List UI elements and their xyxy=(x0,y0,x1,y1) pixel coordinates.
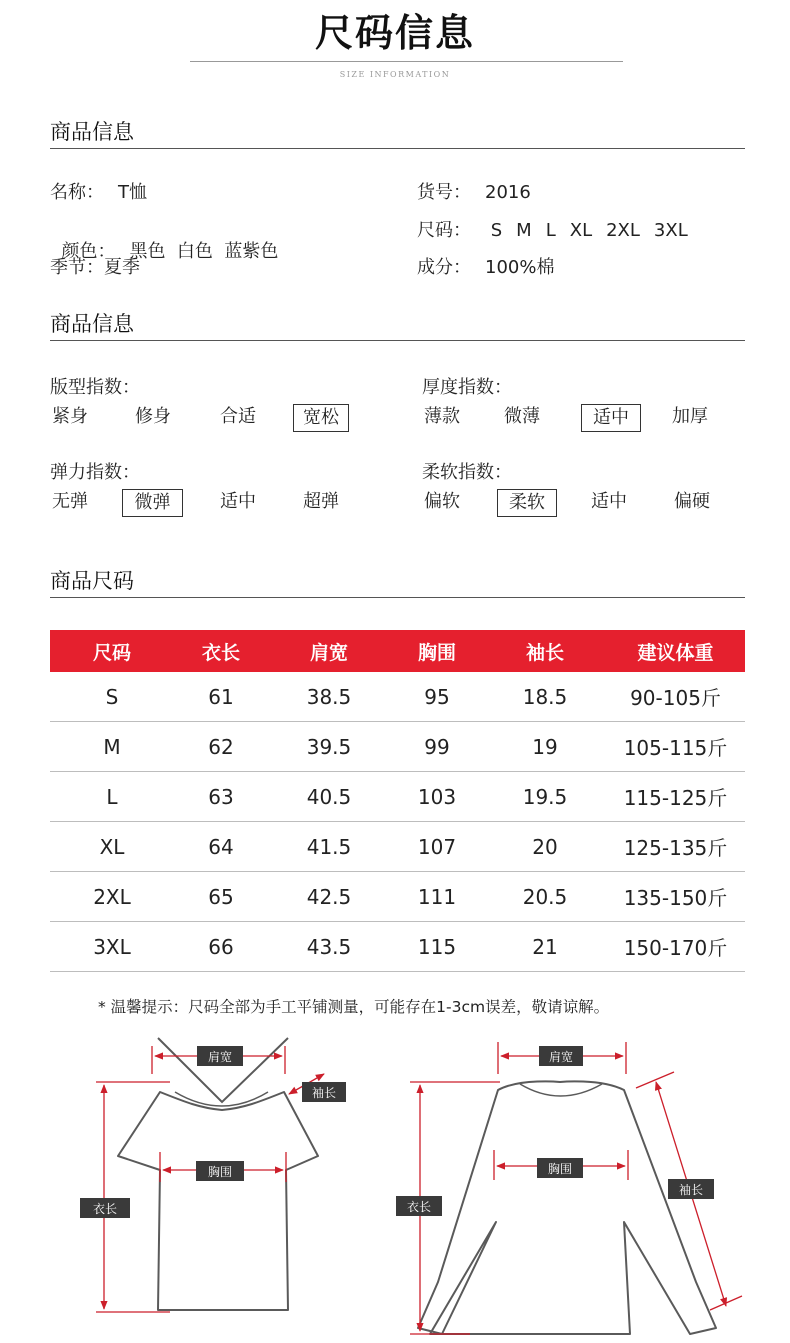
color-label: 颜色： xyxy=(61,241,116,262)
season-value: 夏季 xyxy=(104,257,140,278)
longsleeve-outline xyxy=(418,1081,716,1334)
table-cell: 107 xyxy=(390,822,484,872)
elasticity-option: 超弹 xyxy=(303,491,339,512)
table-row xyxy=(50,872,745,922)
size-value: L xyxy=(545,220,556,241)
measurement-diagram xyxy=(0,1030,790,1343)
size-value: 2XL xyxy=(606,220,640,241)
elasticity-index-title: 弹力指数： xyxy=(50,462,140,483)
column-header: 建议体重 xyxy=(606,630,745,672)
tshirt-outline xyxy=(118,1092,318,1310)
size-value: S xyxy=(490,220,503,241)
table-cell: XL xyxy=(50,822,174,872)
chest-tag xyxy=(537,1158,583,1178)
table-cell: 2XL xyxy=(50,872,174,922)
table-cell: 111 xyxy=(390,872,484,922)
table-row xyxy=(50,672,745,722)
thickness-option: 薄款 xyxy=(424,406,460,427)
table-cell: 19 xyxy=(484,722,606,772)
item-no-label: 货号： xyxy=(417,182,471,203)
column-header: 袖长 xyxy=(484,630,606,672)
thickness-index-title: 厚度指数： xyxy=(422,377,512,398)
table-cell: M xyxy=(50,722,174,772)
table-cell: S xyxy=(50,672,174,722)
table-cell: 125-135斤 xyxy=(606,822,745,872)
table-cell: 115-125斤 xyxy=(606,772,745,822)
size-value: M xyxy=(516,220,532,241)
chest-label: 胸围 xyxy=(547,1162,573,1176)
table-cell: 43.5 xyxy=(268,922,390,972)
softness-index-title: 柔软指数： xyxy=(422,462,512,483)
table-cell: 42.5 xyxy=(268,872,390,922)
table-cell: 20.5 xyxy=(484,872,606,922)
sleeve-length-tag xyxy=(302,1082,346,1102)
table-cell: 3XL xyxy=(50,922,174,972)
size-label: 尺码： xyxy=(417,220,471,241)
measurement-note: * 温馨提示：尺码全部为手工平铺测量，可能存在1-3cm误差，敬请谅解。 xyxy=(98,998,610,1016)
table-cell: 135-150斤 xyxy=(606,872,745,922)
sleeve-length-label: 袖长 xyxy=(678,1183,704,1197)
section-divider xyxy=(50,340,745,341)
table-row xyxy=(50,922,745,972)
table-cell: 20 xyxy=(484,822,606,872)
shoulder-width-tag xyxy=(539,1046,583,1066)
table-cell: 39.5 xyxy=(268,722,390,772)
fit-option: 紧身 xyxy=(52,406,88,427)
title-divider xyxy=(190,61,623,62)
chest-label: 胸围 xyxy=(207,1165,233,1179)
table-cell: L xyxy=(50,772,174,822)
column-header: 肩宽 xyxy=(268,630,390,672)
season-row xyxy=(50,253,140,279)
table-row xyxy=(50,772,745,822)
fit-option-selected: 宽松 xyxy=(293,404,349,432)
elasticity-option-selected: 微弹 xyxy=(122,489,183,517)
softness-option: 偏硬 xyxy=(674,491,710,512)
table-cell: 19.5 xyxy=(484,772,606,822)
size-row xyxy=(417,216,702,242)
shoulder-width-label: 肩宽 xyxy=(207,1050,233,1064)
table-cell: 18.5 xyxy=(484,672,606,722)
body-length-tag xyxy=(80,1198,130,1218)
season-label: 季节： xyxy=(50,257,104,278)
table-cell: 103 xyxy=(390,772,484,822)
table-cell: 40.5 xyxy=(268,772,390,822)
table-cell: 21 xyxy=(484,922,606,972)
material-label: 成分： xyxy=(417,257,471,278)
thickness-option: 加厚 xyxy=(672,406,708,427)
table-cell: 115 xyxy=(390,922,484,972)
table-cell: 150-170斤 xyxy=(606,922,745,972)
table-cell: 65 xyxy=(174,872,268,922)
material-row xyxy=(417,253,554,279)
table-header-row xyxy=(50,630,745,672)
chest-tag xyxy=(196,1161,244,1181)
table-cell: 38.5 xyxy=(268,672,390,722)
item-no-row xyxy=(417,178,531,204)
name-row xyxy=(50,178,147,204)
body-length-tag xyxy=(396,1196,442,1216)
size-table xyxy=(50,630,745,972)
section-divider xyxy=(50,148,745,149)
softness-option: 适中 xyxy=(591,491,627,512)
section-divider xyxy=(50,597,745,598)
fit-option: 合适 xyxy=(220,406,256,427)
table-row xyxy=(50,722,745,772)
softness-option: 偏软 xyxy=(424,491,460,512)
shoulder-width-tag xyxy=(197,1046,243,1066)
softness-option-selected: 柔软 xyxy=(497,489,557,517)
table-cell: 62 xyxy=(174,722,268,772)
fit-option: 修身 xyxy=(135,406,171,427)
column-header: 衣长 xyxy=(174,630,268,672)
elasticity-option: 适中 xyxy=(220,491,256,512)
table-cell: 90-105斤 xyxy=(606,672,745,722)
thickness-option-selected: 适中 xyxy=(581,404,641,432)
table-cell: 95 xyxy=(390,672,484,722)
sleeve-length-tag xyxy=(668,1179,714,1199)
thickness-option: 微薄 xyxy=(504,406,540,427)
column-header: 胸围 xyxy=(390,630,484,672)
table-row xyxy=(50,822,745,872)
fit-index-title: 版型指数： xyxy=(50,377,140,398)
body-length-label: 衣长 xyxy=(92,1202,118,1216)
table-cell: 41.5 xyxy=(268,822,390,872)
name-label: 名称： xyxy=(50,182,104,203)
table-cell: 63 xyxy=(174,772,268,822)
color-value: 黑色 白色 蓝紫色 xyxy=(129,241,279,262)
table-cell: 99 xyxy=(390,722,484,772)
elasticity-option: 无弹 xyxy=(52,491,88,512)
material-value: 100%棉 xyxy=(485,257,555,278)
item-no-value: 2016 xyxy=(485,182,531,203)
page-subtitle: SIZE INFORMATION xyxy=(339,70,451,79)
sleeve-length-label: 袖长 xyxy=(311,1086,337,1100)
page-title: 尺码信息 xyxy=(314,11,475,55)
name-value: T恤 xyxy=(118,182,147,203)
indices-heading: 商品信息 xyxy=(50,312,134,336)
column-header: 尺码 xyxy=(50,630,174,672)
size-chart-heading: 商品尺码 xyxy=(50,569,134,593)
size-value: XL xyxy=(569,220,593,241)
table-cell: 105-115斤 xyxy=(606,722,745,772)
table-cell: 66 xyxy=(174,922,268,972)
table-cell: 64 xyxy=(174,822,268,872)
size-value: 3XL xyxy=(653,220,688,241)
product-info-heading: 商品信息 xyxy=(50,120,134,144)
table-cell: 61 xyxy=(174,672,268,722)
shoulder-width-label: 肩宽 xyxy=(548,1050,574,1064)
body-length-label: 衣长 xyxy=(406,1200,432,1214)
